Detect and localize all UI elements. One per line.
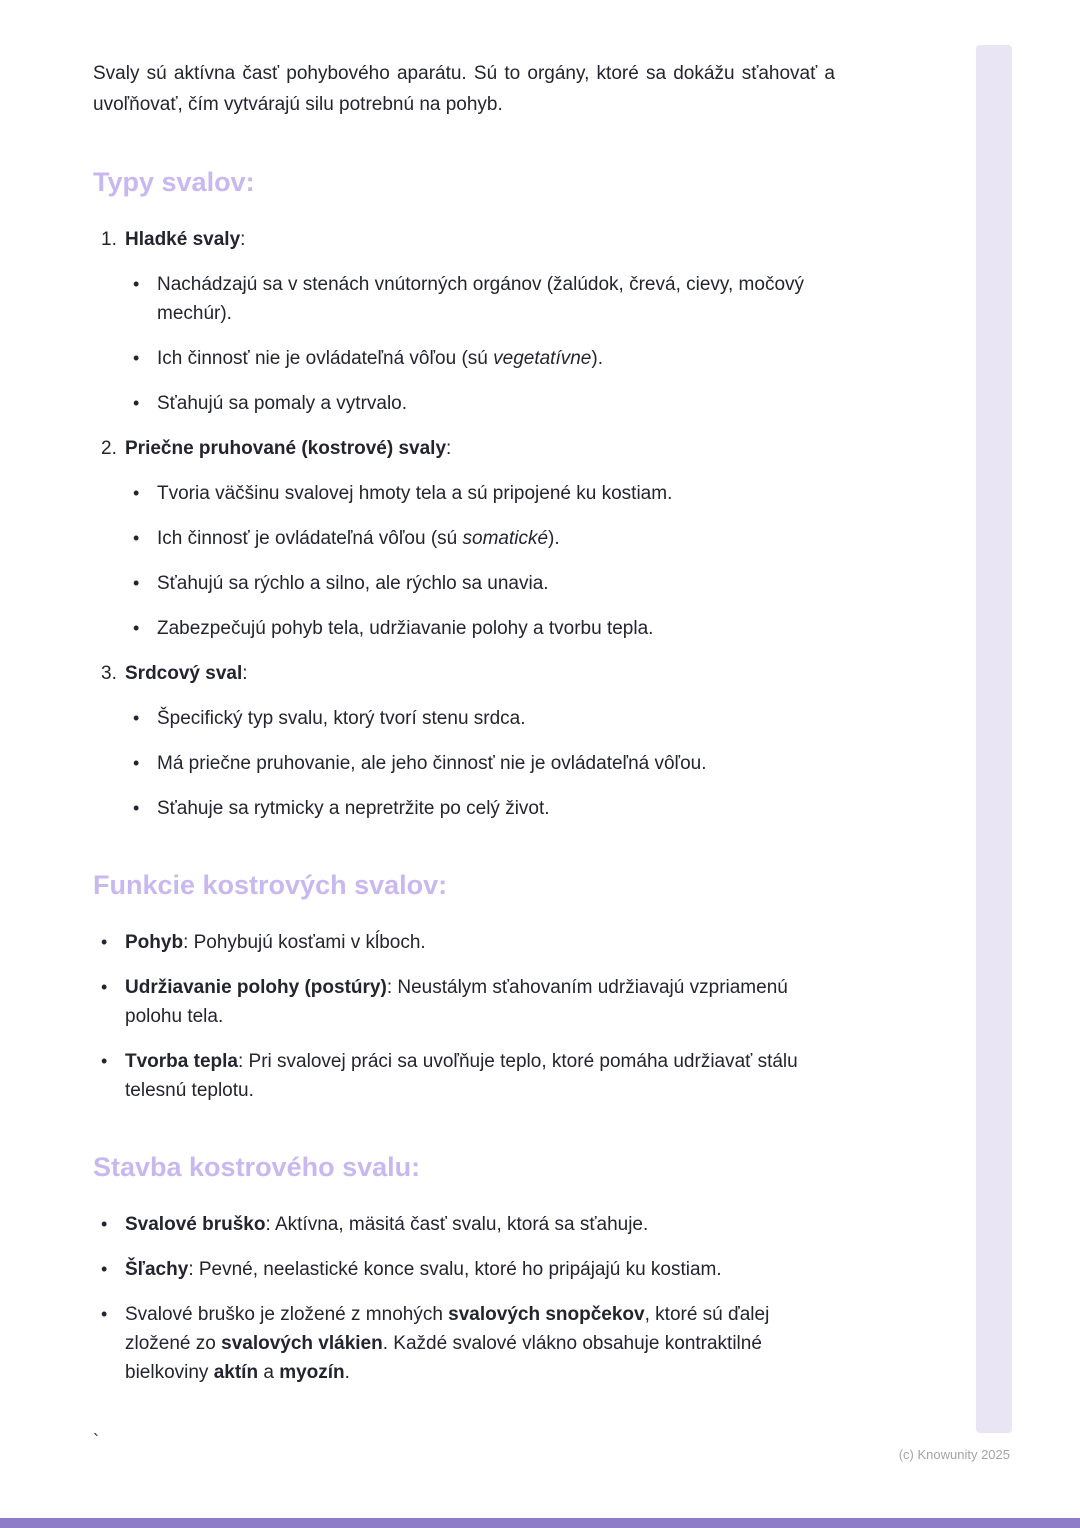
section-heading-typy: Typy svalov:	[93, 167, 255, 197]
numbered-item-title-row	[101, 434, 835, 463]
bullet-marker: •	[133, 393, 140, 413]
bullet-marker: •	[101, 932, 108, 952]
bullet-marker: •	[133, 618, 140, 638]
bullet-marker: •	[133, 573, 140, 593]
document-content	[93, 58, 835, 1451]
bullet-text: Nachádzajú sa v stenách vnútorných orgánov (žalúdok, črevá, cievy, močový mechúr).	[157, 274, 805, 324]
bullet-text: Má priečne pruhovanie, ale jeho činnosť nie je ovládateľná vôľou.	[157, 753, 707, 774]
bullet-marker: •	[101, 1304, 108, 1324]
stray-backtick: `	[93, 1431, 99, 1451]
bullet-text: Pohyb: Pohybujú kosťami v kĺboch.	[125, 932, 426, 953]
list-item	[101, 973, 835, 1031]
stavba-bullet-list	[93, 1210, 835, 1387]
bullet-text: Svalové bruško je zložené z mnohých svalových snopčekov, ktoré sú ďalej zložené zo svalových vlákien. Každé svalové vlákno obsahuje kontraktilné bielkoviny aktín a myozín.	[125, 1304, 770, 1383]
bullet-marker: •	[133, 274, 140, 294]
numbered-item-title-row	[101, 225, 835, 254]
bullet-marker: •	[101, 1259, 108, 1279]
list-item	[133, 344, 835, 373]
bullet-marker: •	[101, 1214, 108, 1234]
bullet-text: Udržiavanie polohy (postúry): Neustálym sťahovaním udržiavajú vzpriamenú polohu tela.	[125, 977, 788, 1027]
list-item	[133, 704, 835, 733]
numbered-item-1	[93, 225, 835, 418]
bullet-text: Tvoria väčšinu svalovej hmoty tela a sú pripojené ku kostiam.	[157, 483, 673, 504]
scrollbar-track[interactable]	[976, 45, 1012, 1433]
list-item	[133, 749, 835, 778]
list-item	[101, 1047, 835, 1105]
item-number: 1.	[101, 229, 117, 250]
bullet-marker: •	[133, 528, 140, 548]
bullet-text: Ich činnosť je ovládateľná vôľou (sú somatické).	[157, 528, 560, 549]
bullet-marker: •	[133, 483, 140, 503]
list-item	[133, 524, 835, 553]
bullet-text: Sťahujú sa pomaly a vytrvalo.	[157, 393, 408, 414]
sub-bullet-list	[93, 704, 835, 823]
section-heading-stavba: Stavba kostrového svalu:	[93, 1152, 421, 1182]
list-item	[101, 1210, 835, 1239]
item-number: 3.	[101, 663, 117, 684]
bullet-text: Sťahuje sa rytmicky a nepretržite po celý život.	[157, 798, 550, 819]
list-item	[101, 1300, 835, 1387]
item-title: Srdcový sval:	[125, 663, 248, 684]
sub-bullet-list	[93, 270, 835, 418]
list-item	[133, 270, 835, 328]
bullet-text: Ich činnosť nie je ovládateľná vôľou (sú vegetatívne).	[157, 348, 603, 369]
section-heading-funkcie: Funkcie kostrových svalov:	[93, 870, 448, 900]
bullet-text: Špecifický typ svalu, ktorý tvorí stenu srdca.	[157, 708, 526, 729]
funkcie-bullet-list	[93, 928, 835, 1105]
numbered-item-title-row	[101, 659, 835, 688]
list-item	[133, 569, 835, 598]
bullet-text: Sťahujú sa rýchlo a silno, ale rýchlo sa unavia.	[157, 573, 549, 594]
list-item	[133, 794, 835, 823]
intro-paragraph: Svaly sú aktívna časť pohybového aparátu. Sú to orgány, ktoré sa dokážu sťahovať a uvoľňovať, čím vytvárajú silu potrebnú na pohyb.	[93, 63, 835, 115]
bullet-marker: •	[133, 753, 140, 773]
bullet-text: Svalové bruško: Aktívna, mäsitá časť svalu, ktorá sa sťahuje.	[125, 1214, 649, 1235]
bullet-marker: •	[133, 348, 140, 368]
bullet-marker: •	[133, 708, 140, 728]
footer-credit: (c) Knowunity 2025	[898, 1447, 1010, 1462]
bullet-text: Zabezpečujú pohyb tela, udržiavanie polohy a tvorbu tepla.	[157, 618, 654, 639]
bullet-text: Tvorba tepla: Pri svalovej práci sa uvoľňuje teplo, ktoré pomáha udržiavať stálu telesnú teplotu.	[125, 1051, 798, 1101]
item-number: 2.	[101, 438, 117, 459]
numbered-item-3	[93, 659, 835, 823]
list-item	[101, 1255, 835, 1284]
list-item	[101, 928, 835, 957]
item-title: Hladké svaly:	[125, 229, 246, 250]
bottom-accent-bar	[0, 1518, 1080, 1528]
list-item	[133, 479, 835, 508]
sub-bullet-list	[93, 479, 835, 643]
bullet-text: Šľachy: Pevné, neelastické konce svalu, ktoré ho pripájajú ku kostiam.	[125, 1259, 722, 1280]
numbered-item-2	[93, 434, 835, 643]
list-item	[133, 614, 835, 643]
item-title: Priečne pruhované (kostrové) svaly:	[125, 438, 452, 459]
bullet-marker: •	[133, 798, 140, 818]
bullet-marker: •	[101, 977, 108, 997]
bullet-marker: •	[101, 1051, 108, 1071]
list-item	[133, 389, 835, 418]
